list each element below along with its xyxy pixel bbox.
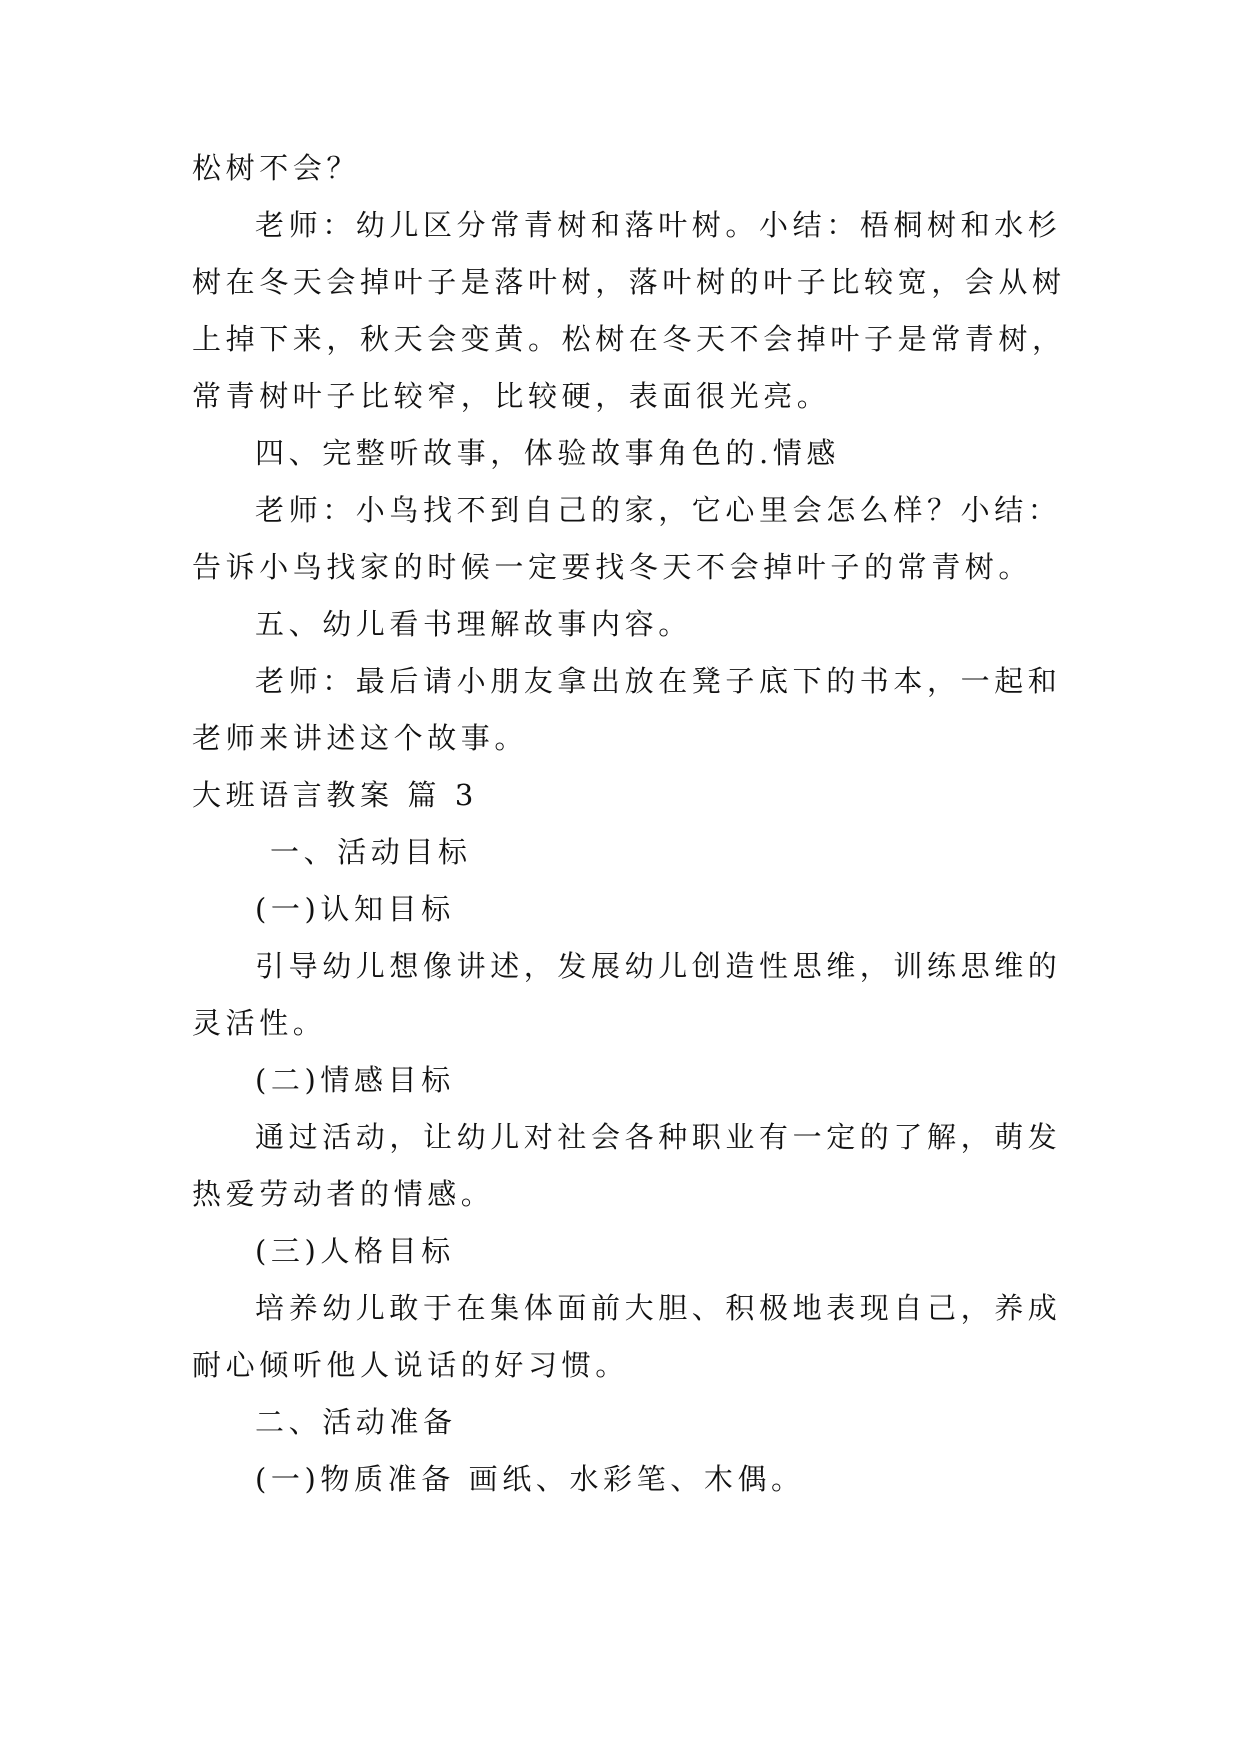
- text-line: 通过活动，让幼儿对社会各种职业有一定的了解，萌发: [255, 1120, 1062, 1154]
- text-line: 上掉下来，秋天会变黄。松树在冬天不会掉叶子是常青树，: [192, 322, 1066, 356]
- text-line: 树在冬天会掉叶子是落叶树，落叶树的叶子比较宽，会从树: [192, 265, 1066, 299]
- text-line: 老师：幼儿区分常青树和落叶树。小结：梧桐树和水杉: [255, 208, 1062, 242]
- text-line: 热爱劳动者的情感。: [192, 1177, 495, 1211]
- section-heading: 四、完整听故事，体验故事角色的.情感: [255, 436, 841, 470]
- subsection-heading: (一)物质准备 画纸、水彩笔、木偶。: [255, 1462, 805, 1496]
- text-line: 老师：最后请小朋友拿出放在凳子底下的书本，一起和: [255, 664, 1062, 698]
- section-heading: 二、活动准备: [255, 1405, 457, 1439]
- lesson-title: 大班语言教案 篇 3: [192, 778, 478, 812]
- text-line: 引导幼儿想像讲述，发展幼儿创造性思维，训练思维的: [255, 949, 1062, 983]
- text-line: 老师：小鸟找不到自己的家，它心里会怎么样？小结：: [255, 493, 1062, 527]
- text-line: 灵活性。: [192, 1006, 327, 1040]
- text-line: 耐心倾听他人说话的好习惯。: [192, 1348, 629, 1382]
- section-heading: 一、活动目标: [270, 835, 472, 869]
- text-line: 常青树叶子比较窄，比较硬，表面很光亮。: [192, 379, 831, 413]
- section-heading: 五、幼儿看书理解故事内容。: [255, 607, 692, 641]
- text-line: 告诉小鸟找家的时候一定要找冬天不会掉叶子的常青树。: [192, 550, 1033, 584]
- subsection-heading: (二)情感目标: [255, 1063, 455, 1097]
- text-line: 培养幼儿敢于在集体面前大胆、积极地表现自己，养成: [255, 1291, 1062, 1325]
- text-line: 老师来讲述这个故事。: [192, 721, 529, 755]
- subsection-heading: (三)人格目标: [255, 1234, 455, 1268]
- subsection-heading: (一)认知目标: [255, 892, 455, 926]
- text-line: 松树不会？: [192, 151, 361, 185]
